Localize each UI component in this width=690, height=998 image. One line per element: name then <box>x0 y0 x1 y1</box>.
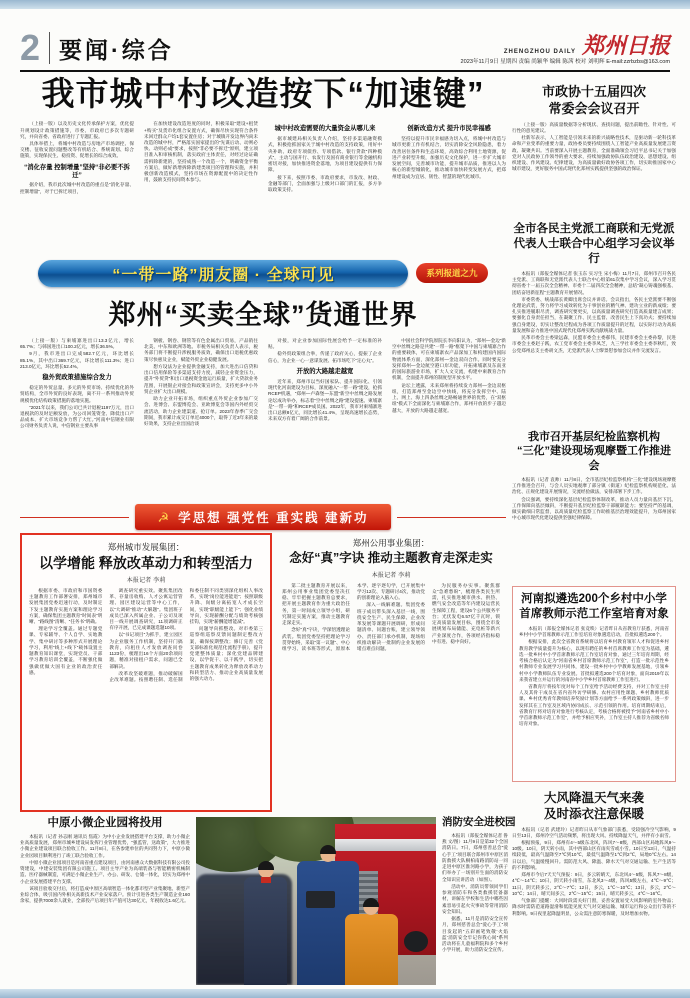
paragraph: 本报讯（记者 武建玲）记者昨日从市气象部门获悉，受较强冷空气影响，9日至13日，郑州冷空气活动频繁，将出现大风、持续降温天气，并伴有小雨雪。 <box>512 826 676 838</box>
figure-hair <box>320 845 336 854</box>
page-header <box>20 27 670 68</box>
article-cppcc-meeting <box>512 84 676 218</box>
smes-headline: 中原小微企业园将投用 <box>47 817 163 829</box>
belt-title: “一带一路”朋友圈 · 全球可见 <box>112 266 335 284</box>
byline: 本报记者 李莉 <box>371 571 411 579</box>
article-city-dev-group <box>20 533 272 812</box>
subhead: 创新改造方式 提升市民幸福感 <box>407 125 491 133</box>
paragraph: 本报讯（记者 袁帅）11月8日，全市基层纪检监察机构“三化”建设现场观摩暨工作推进会召开，与会人员实地观摩了部分镇（街道）纪检监察机构规范化、法治化、正规化建设开展情况，交流经验做法，安排部署下步工作。 <box>512 476 676 495</box>
headline-line: 河南拟遴选200个乡村中小学 <box>521 593 667 605</box>
paragraph: 该项目验收交付后，将打造成中原区高端智造一体化都市型产业集聚地、新型产业综合体，吸引国内外相关高新技术产业安家落户。预计引进各类生产制造企业160余家，提供7000余人就业，全部投产后项目年产值可达30亿元，年税收达1.6亿元。 <box>20 885 190 904</box>
paragraph: 本报讯（郑报全媒体记者 张竞昳）记者昨日从省教育厅获悉，河南省乡村中小学首席教师示范工作室培育对象遴选启动，首批拟遴选200个。 <box>519 625 669 638</box>
page-header-left <box>20 27 174 68</box>
paragraph: 改革攻坚破难题，推动破解国企改革难题。按照聘任制、选任制和委任制不同类别深化组织人事改革，实现“岗位能进能退”；按照职级升降、岗级分离拓宽人才成长空间，实现“职级能上能下”；强化业绩导向，实现薪酬分配与绩效考核强挂钩，实现“薪酬能增能减”。 <box>109 587 263 683</box>
page-header-right <box>460 33 671 66</box>
masthead <box>461 33 671 59</box>
paragraph: 据介绍，我市此次城中村改造的重点是“消化存量、控制增量”，对于已拆迁项目， <box>20 182 134 194</box>
paragraph: 中原小微企业园项目是河南省重点建设项目，由河南惠众大数据科技有限公司投资建设，中建安装集团有限公司施工。项目主导产业为高端装备与智能精密机械制造、医疗器械制造，可满足小微企业生产、办公、研发、仓储一体化，切实为郑州中小企业发展搭建平台支撑。 <box>20 859 190 884</box>
study-banner-pill <box>135 504 390 530</box>
discipline-body <box>512 477 676 522</box>
paragraph: 稳外贸政策组合拳，传递了政府关心，提振了企业信心，为企业一心一意谋发展、拓市场吃下“定心丸”。 <box>268 351 382 363</box>
header-rule <box>20 70 670 72</box>
henan-body <box>519 626 669 728</box>
kicker: 郑州公用事业集团： <box>352 538 430 548</box>
fire-body <box>442 833 508 953</box>
header-divider <box>49 32 50 64</box>
paragraph: 坚持以提升市民幸福感为切入点，将城中村改造与城市更新工作有机结合，切实消除安全风险隐患，着力改善居住条件和生态环境，高效综合利用土地资源，促进产业转型升级，加强历史文化保护，进一步扩大城市发展空间，完善城市功能，提升城市品质，推进以人为核心的新型城镇化，推动城市加快转变发展方式，把郑州建设成为宜居、韧性、智慧的现代化城市。 <box>392 136 506 179</box>
subhead: 开放的大路越走越宽 <box>296 367 354 375</box>
trade-headline: 郑州“买卖全球”货通世界 <box>108 300 418 330</box>
paragraph: 助力企业开拓市场，组织重点外贸企业参加广交会、进博会、东盟博览会、亚欧博览会等国内外经贸交流活动，助力企业建渠道、抢订单。2023年春季广交会期间，我市累计成交订单近4000个，取得了近3年来的最好效果，支持企业出国洽谈 <box>144 396 258 427</box>
main-article-body <box>20 121 506 253</box>
top-blue-strip <box>0 0 690 9</box>
weather-headline <box>512 790 676 823</box>
photo-equipment <box>306 891 335 908</box>
paragraph: 本报讯（郑报全媒体记者 鲁燕 文/图）11月9日是第32个全国消防日。7日，郑州慈善总会“爱心手工”项目联合郑州市中原区消防救援大队桐柏南路消防站一同走进中原区淮河路小学，为孩子们举办了一场别开生面的消防安全知识宣讲活动（如图）。 <box>442 833 508 882</box>
paragraph: 根据安排，此次全省教育系统将以培育乡村教育领军人才和促进乡村教育教学质量提升为核心，以现有聘任的乡村首席教师工作室为基础，遴选一批乡村中小学首席教师示范工作室培育对象，通过三年培育周期，经考核合格后认定为“河南省乡村首席教师示范工作室”，打造一批示范性乡村教师专业发展学习共同体，建设一批乡村中小学教师发展基地，引领乡村中小学教师队伍专业发展。首批拟遴选200个培育对象，面向2019年以来我省建立并运行的河南省中小学乡村首席教师工作室进行。 <box>519 639 669 682</box>
paragraph: 中国社会科学院原院长李向阳认为，“郑州—金边”新空中丝绸之路是共建“一带一路”框架下中国与柬埔寨合作的重要载体，可在柬埔寨农产品深加工和构建国内国际物流体系方面，深化郑州—金边双向合作。同时要充分发挥郑州—金边航空港口岸功能，开拓柬埔寨及东南亚的国际旅游业市场，扩大人文交流，构建中柬教育合作机制，全面提升郑州的制度型开放水平。 <box>392 338 506 381</box>
paragraph: 论坛上透露，未来郑州将持续发力郑州—金边双枢纽，打造郑州至金边空中快线，将充分发挥空中、陆上、网上、海上四条丝绸之路畅通世界的优势，在“双枢纽”模式下全面深化与柬埔寨合作，郑州开放的步子越迈越大，开放的大路越走越宽。 <box>392 382 506 413</box>
paragraph: 以“书记项目”为抓手，建立园区为企业服务工作机制，坚持开门搞教育，向租住人才发放调查问卷1123份，梳理出16个方面20余项问题，精准对接租户需求，问题已全部解决。 <box>109 632 183 669</box>
paragraph: 郑州市今后7天天气预报：9日，多云转晴天，东北风4～5级，阵风7～8级，4℃～14℃；10日，阴天转小雨雪，东北风3～4级，阵风5级左右，4℃～9℃；11日，阴天转多云，2℃～7℃；12日，多云，1℃～10℃；13日，多云，2℃～10℃；14日，晴天间多云，2℃～15℃；15日，晴天转多云，4℃～16℃。 <box>512 872 676 896</box>
article-urban-village <box>20 76 506 253</box>
paragraph: 具体举措上，将城中村改造与房地产市场调控、保交楼、征收安置问题整改等有机结合、系统谋划、综合施策，实现保民生、稳投资、促增长的综合成效。 <box>20 141 134 159</box>
headline-line: 代表人士联合中心组学习会议举行 <box>513 237 675 265</box>
headline-line: 首席教师示范工作室培育对象 <box>519 607 669 620</box>
belt-banner <box>20 258 506 288</box>
truck-stripe <box>335 839 436 851</box>
discipline-headline <box>512 430 676 473</box>
main-col-2 <box>144 121 258 253</box>
paragraph: 省教育厅将按年度对每个工作室给予活动经费支持，并对工作室主持人及其骨干成员在省内省外访学研修、农村应用性课题、乡村教师优质课、乡村优秀青年教师培养奖励计划等方面给予一系列政策倾斜，进一步发挥其在工作室及区域内协同成长、示范引领的作用。培育周期结束后，省教育厅将对培育对象进行考核认定，考核合格将被授予“河南省乡村中小学首席教师示范工作室”，并给予相应奖补，工作室主持人推荐为省级名师培育对象。 <box>519 683 669 727</box>
headline-line: 大风降温天气来袭 <box>543 791 644 805</box>
trade-col-1 <box>20 338 134 501</box>
article-united-front <box>512 222 676 426</box>
paragraph: 本报讯（郑报全媒体记者 张玉东 实习生 宋小梅）11月7日，郑州市召开各民主党派、工商联和无党派代表人士联合中心组第61次集中学习会议，深入学习贯彻省委十一届五次全会精神、市委十二届四次全会精神，总结“凝心铸魂强根基、团结奋进新征程”主题教育开展情况。 <box>512 270 676 295</box>
paragraph: 第二批主题教育开展以来，郑州公用事业集团党委坚决扛稳、牢牢把握主题教育总要求，把开展主题教育作为重大政治任务，第一时间成立领导小组，研究制定实施方案，推动主题教育走深走实。 <box>282 582 350 626</box>
article-henan-teachers <box>512 586 676 782</box>
paragraph: 想方设法为企业提供金融支持，加大进出口信贷和出口信用保险等多渠道支持力度，减轻企业资金压力，提升“外贸贷”和出口退税资金池运行质量，扩大贷款业务范围，开展银企对接会和政策宣讲会，支持更多中小外贸企业扩大出口规模。 <box>144 363 258 394</box>
dateline-text: 2023年11月9日 星期四 责编 尚颖华 编辑 陈茜 校对 刘明辉 <box>460 59 605 66</box>
paragraph: 稳定的外贸总量、多元的外贸市场、持续优化的外贸结构，全市外贸的良好表现，离不开一系列推动外贸规模优化结构政策措施的落地实施。 <box>20 385 134 403</box>
paragraph: 民革市委会主委梁远森，民盟市委会主委郝伟，民建市委会主委孙黎，民进市委会主委赵子践，农工党市委会主委李凤芝，九三学社市委会主委李秋红，致公党郑州总支主委胡文杰，无党派代表人士缪景慰参加会议并作交流发言。 <box>512 335 676 353</box>
paragraph: 会议强调，要持续深化基层纪检监察体制改革，推动人员力量向基层下沉、工作保障向基层倾斜，不断提升基层纪检监察干部履职能力；要坚持严的基调，做实做细日常监督，以高质量纪检监察工作助推基层治理效能提升，为郑州国家中心城市现代化建设提供坚强纪律保障。 <box>512 496 676 521</box>
truck-wheel <box>404 931 428 952</box>
paragraph: 钢板、钢卷、钢管等有色金属出口贸易，产品销往北美、中东和欧洲等地。市税务局相关负责人表示，税务部门将不断提升涉税服务质效，确保出口退税优惠政策尽快惠及企业，赋能外贸企业稳健发展。 <box>144 338 258 362</box>
article-weather <box>512 790 676 988</box>
main-col-4 <box>392 121 506 253</box>
utility-title: 念好“真”字诀 推动主题教育走深走实 <box>289 551 493 565</box>
headline-line: “三化”建设现场观摩暨工作推进会 <box>517 445 671 472</box>
masthead-logo: 郑州日报 <box>581 33 670 59</box>
trade-col-2 <box>144 338 258 501</box>
trade-article-body <box>20 338 506 501</box>
paragraph: “2021年以来，我们公司已共计退税1197万元，出口退税款的及时足额发放，为公司回笼资金、降低出口产品成本、扩大市场竞争力帮了大忙。”河南中信钢业有限公司财务负责人说，中信钢业主要从事 <box>20 404 134 429</box>
paragraph: （上接一版）高质量数据等分析现状、查找问题，提出前瞻性、针对性、可行性的意见建议。 <box>512 121 676 134</box>
cppcc-body <box>512 122 676 173</box>
paragraph: （上接一版）与柬埔寨进出口13.3亿元，增长65.7%；与韩国进出口100.2亿元，增长36.5%。 <box>20 338 134 350</box>
photo-girl <box>244 877 287 985</box>
article-discipline-inspection <box>512 430 676 580</box>
paragraph: 据悉，11月是消防安全宣传月，郑州慈善总会“爱心手工”项目发起的“五彩画笔致敬‘火焰蓝’消防安全牢记你我心间”系列活动将在儿童福利院和多个乡村小学开展，助力消防安全宣传。 <box>442 916 508 953</box>
paragraph: 近年来，郑州市以当好国家队、提升国际化、引领现代化河南建设为目标，深度融入“一带一路”建设，抢抓RCEP机遇，“郑州—卢森堡—东盟”新空中丝绸之路发展论坛成功举办，标志着“空中丝绸之路”建设提速。柬埔寨是“一带一路”和RCEP成员国。2022年，我市对柬埔寨进出口总额8亿元，同比增长41.4%，呈现高速增长态势，未来双方有着广阔的合作前景。 <box>268 378 382 422</box>
section-title: 要闻·综合 <box>59 36 174 63</box>
main-col-3 <box>268 121 382 253</box>
united-front-headline <box>512 222 676 267</box>
series-badge: 系列报道之九 <box>416 263 487 283</box>
fire-headline: 消防安全进校园 <box>442 816 516 828</box>
banner-rule-left <box>20 517 129 518</box>
cppcc-headline <box>512 84 676 118</box>
paragraph: 本报讯（记者 孙志刚 通讯员 焦霞）为中小企业发展搭建平台支撑，助力小微企业高质量发展，郑州市城乡建设局发挥行业管理优势，“强监管，送政策”，大力推进小微企业建设项目联合验收工作。11月8日，在各参建单位的共同努力下，中原小微企业园项目顺利进行了竣工联合验收工作。 <box>20 834 190 858</box>
paragraph: 调查研究重实效。聚焦集团改革、存量房收购、人才公寓运营管理、园区建设运营等中心工作，以“大调研”推动“大解题”。集团班子成员已深入所属企业、子公司及项目一线开展调查研究，11项调研正有序开展，已完成课题选题10项。 <box>109 587 183 631</box>
party-emblem-icon: ☭ <box>157 509 172 525</box>
page-number: 2 <box>20 27 41 68</box>
weather-body <box>512 827 676 917</box>
paragraph: 在加快建设改造进度的同时，积极采取“建设+租赁+购买”及货币化组合安置方式，确保尽快实现符合条件未回迁群众户均1套安置住房；对于城镇开发边界内尚未改造的城中村，严格落实国家提出的“先谋后动、动则必快、动则必成”要求，按照“非必要不拆迁”原则，建立项目准入和审核机制，落实政府主体责任，对经过论证确需拆除新建的，坚持成熟一个改造一个，明确资金平衡方案后，做好新增拆除新建类项目的管理和实施，并积极创新改造模式，坚持市场在资源配置中的决定性作用，鼓励支持民间资本参与。 <box>144 121 258 183</box>
main-headline: 我市城中村改造按下“加速键” <box>41 75 485 112</box>
paragraph: 活动中，消防员带领同学们参观消防车和各类救援装备器材，讲解在学校和生活中哪些因素容易引起火灾事故等常用消防安全知识。 <box>442 883 508 914</box>
kicker: 郑州城市发展集团： <box>107 542 185 552</box>
bottom-blue-strip <box>0 989 690 998</box>
article-smes-park <box>20 814 190 988</box>
paragraph: （上接一版）以及历史文化传承保护方案，优化提升规划设计政策措施等，市委、市政府已多次专题研究，并向省委、省政府进行了专题汇报。 <box>20 121 134 139</box>
united-front-body <box>512 271 676 354</box>
smes-body <box>20 834 190 905</box>
headline-line: 全市各民主党派工商联和无党派 <box>513 223 675 235</box>
headline-line: 我市召开基层纪检监察机构 <box>528 431 660 443</box>
subhead: 稳外贸政策措施综合发力 <box>42 374 112 382</box>
dateline-email: E-mail:zzrbzbs@163.com <box>606 59 670 66</box>
paragraph: 根据预报，9日，郑州有4～5级东北风，阵风7～8级，西部山区局地阵风9～10级。10日，阴天转小雨，其中西部山区有雨夹雪或小雪。10日至13日，气温持续较低，最高气温降至7℃到10℃，最低气温降至1℃到2℃，局地0℃左右。14日以后，气温缓慢回升。需防范大风、降温、降水天气对交通运输、生产生活等的不利影响。 <box>512 839 676 870</box>
byline: 本报记者 李莉 <box>126 576 166 584</box>
paragraph: 念好“真”字诀，学深悟透理论武装。集团党委坚持把理论学习贯穿始终，采取“第一议题”、中心组学习、读书班等形式，原原本本学、逐字逐句学，已开展集中学习12次、专题研讨4次，推动党的创新理论入脑入心。 <box>282 582 425 651</box>
main-col-1 <box>20 121 134 253</box>
paragraph: 9月，我市进出口完成582.7亿元，环比增长85.1%，其中出口369.7亿元，环比增长111.3%；进口213.0亿元，环比增长52.4%。 <box>20 351 134 369</box>
trade-col-4 <box>392 338 506 501</box>
subhead: 城中村改造需要的大量资金从哪儿来 <box>274 125 376 133</box>
paragraph: 气象部门提醒：大风时段需关好门窗，妥善安置易受大风影响的室外物品；降水时需防范道路湿滑和低能见度天气对交通运输、城市运行和公众出行等的不利影响。9日夜里起降温明显，公众需注意防寒保暖，及时增加衣物。 <box>512 898 676 916</box>
subhead: “消化存量 控制增量”坚持“非必要不拆迁” <box>24 163 130 179</box>
utility-body <box>282 583 500 795</box>
paragraph: 对接，对企业参加国际性展会给予一定标准的补贴。 <box>268 338 382 350</box>
paragraph: 深入一线解难题。集团党委班子成员带头深入基层一线，围绕安全生产、民生保障、企业改革发展等课题开展调研，形成问题清单、问题台账，建立领导领办、责任部门承办机制，现场组织推动解决一批制约企业发展的堵点难点问题。 <box>357 602 425 651</box>
study-banner-text: 学思想 强党性 重实践 建新功 <box>178 511 369 525</box>
headline-line: 市政协十五届四次 <box>541 84 646 99</box>
paragraph: 理论学习全覆盖。通过专题党课、专家辅导、个人自学、实地教学、集中研讨等多种形式开展理论学习，利用“线上+线下”载体设置主题教育知识课堂，实现党员、干部学习教育培训全覆盖，不断强化做强做优做大国有企业的政治责任感。 <box>29 626 103 675</box>
photo-fire-safety-event <box>196 817 436 985</box>
paragraph: 为民服务办实事。聚焦群众“急难愁盼”，梳理各类民生所需，扎实推进城市供水、供热、燃气安全改造等年内建设运营民生保障工程，建设6个公共服务平台；光伏发电6.57亿千瓦时，锁定高质量发展目标，围绕全市发展规划布局储能、充电桩等新兴产业深度合作，各项经济指标稳中有进、稳中向好。 <box>432 582 500 644</box>
article-utility-group <box>282 537 500 812</box>
paragraph: 杜新军表示，人工智能是引领未来的新兴战略性技术，是驱动新一轮科技革命和产业变革的重要力量，政协委员要持续围绕人工智能产业高质量发展建言资政、凝聚共识。当前要深入开展主题教育，全面准确领会习近平总书记关于加强党对人民政协工作领导的重大要求，持续加强政协队伍政治建设、思想建设、组织建设、作风建设、纪律建设，为高质量做好政协各项工作，切实助推国家中心城市建设，更好服务中国式现代化郑州实践提供坚强的政治保证。 <box>512 135 676 172</box>
paragraph: 据市城建局相关负责人介绍，坚持多渠道融资模式，积极抢抓国家关于城中村改造的支持政策，用好中央补助、政府专项债券、专项借款、银行贷款“四种模式”，主动与国开行、农发行及国有商业银行等金融机构密切对接，加快推进资金落地，为项目建设提供有力保障。 <box>268 136 382 173</box>
dateline <box>461 59 671 66</box>
article-fire-safety <box>442 814 516 988</box>
masthead-english: ZHENGZHOU DAILY <box>503 48 576 55</box>
banner-rule-right <box>397 517 506 518</box>
trade-col-3 <box>268 338 382 501</box>
city-dev-title: 以学增能 释放改革动力和转型活力 <box>39 555 253 571</box>
henan-headline <box>519 592 669 622</box>
paragraph: 市委常委、统战部长黄卿出席会议并讲话。会议指出，各民主党派要不断强化理论武装，努力将学习成效转化为干事创业的精气神、建功立业的新成绩；要扎实推进履职尽责，调查研究要更实，以高质量调查研究打造高质量建言成果；要强化自身责任担当，在凝聚工作、民主监督、改善民生上下真功夫；要持续加强自身建设，切实让整改过程成为各项工作质量提升的过程，以实际行动为高质量发展和奋力推进中国式现代化郑州实践贡献统战力量。 <box>512 296 676 333</box>
red-scarf <box>261 877 271 883</box>
headline-line: 常委会会议召开 <box>548 100 640 116</box>
figure-hair <box>258 861 274 870</box>
study-banner <box>20 505 506 529</box>
figure-hair <box>363 898 379 907</box>
paragraph: 问题导向抓整改。对市委第三巡察组巡察反馈问题制定整改方案，确保按期整改；修订完善《党支部标准化规范化流程手册》，提升党建整体质量；深化党建品牌建设，以学促干、以干践学，切实把主题教育成果转化为释放改革动力和转型活力、推动企业高质量发展的强大动力。 <box>189 626 263 682</box>
headline-line: 及时添衣注意保暖 <box>543 807 644 822</box>
paragraph: 接下来，按照市委、市政府要求，市发改、财政、金融等部门，全面加强与上级对口部门的汇报，多方争取政策支持。 <box>268 174 382 193</box>
city-dev-body <box>29 588 263 800</box>
paragraph: 根据市委、市政府和市国资委主题教育工作部署安排，郑州城市发展集团党委迅速行动，及时制定下发主题教育实施方案和理论学习方案，确保集团主题教育“时间表”明晰、“路线图”清晰、“任务书”明确。 <box>29 587 103 624</box>
photo-child-orange <box>345 914 398 985</box>
belt-pill <box>38 260 408 287</box>
